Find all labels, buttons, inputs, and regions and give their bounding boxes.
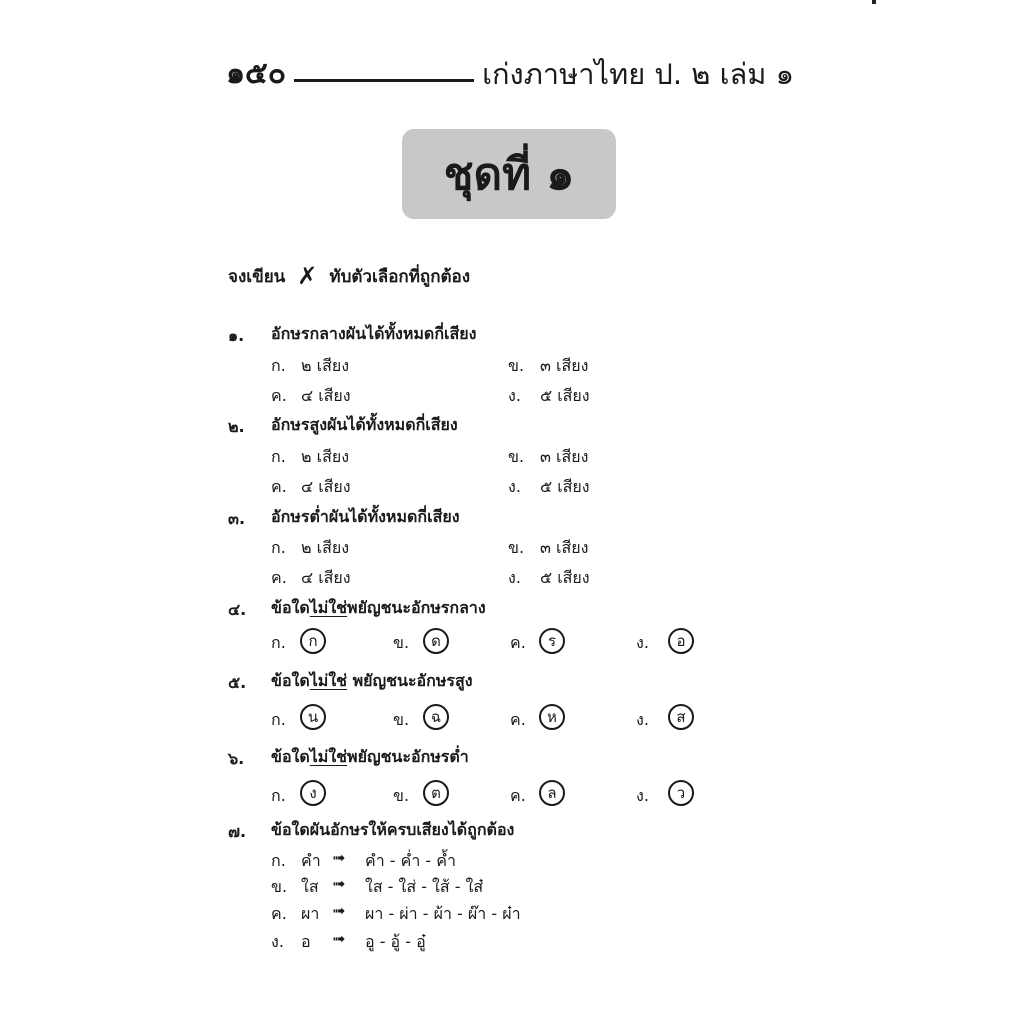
option-label: ข. [508, 447, 525, 466]
option-text[interactable]: ๓ เสียง [540, 538, 589, 557]
option-label: ก. [271, 447, 286, 466]
option-label: ง. [636, 710, 649, 729]
option-label: ง. [636, 633, 649, 652]
option-result[interactable]: อู - อู้ - อู๋ [365, 932, 426, 951]
question-number: ๓. [228, 509, 246, 528]
option-label: ค. [510, 786, 526, 805]
option-text[interactable]: ๔ เสียง [301, 568, 351, 587]
header-rule [294, 79, 474, 82]
question-number: ๖. [228, 749, 245, 768]
option-word[interactable]: ผา [301, 904, 320, 923]
option-text[interactable]: ๒ เสียง [301, 447, 350, 466]
option-label: ข. [393, 633, 410, 652]
corner-mark [872, 0, 876, 4]
option-letter-circle[interactable]: ห [539, 704, 565, 730]
option-letter-circle[interactable]: ก [300, 628, 326, 654]
question-text: ข้อใดไม่ใช่พยัญชนะอักษรกลาง [271, 598, 486, 617]
option-label: ง. [636, 786, 649, 805]
option-label: ข. [393, 786, 410, 805]
option-word[interactable]: อ [301, 932, 311, 951]
option-text[interactable]: ๓ เสียง [540, 447, 589, 466]
question-text: อักษรต่ำผันได้ทั้งหมดกี่เสียง [271, 507, 460, 526]
option-label: ค. [510, 633, 526, 652]
option-label: ก. [271, 633, 286, 652]
option-label: ง. [508, 477, 521, 496]
question-number: ๑. [228, 326, 245, 345]
instruction [228, 262, 470, 290]
option-label: ง. [508, 568, 521, 587]
option-label: ก. [271, 538, 286, 557]
question-number: ๔. [228, 600, 247, 619]
option-result[interactable]: คำ - ค่ำ - ค้ำ [365, 851, 456, 870]
option-label: ค. [271, 477, 287, 496]
page-header [226, 56, 794, 92]
option-label: ง. [508, 386, 521, 405]
underlined-not: ไม่ใช่ [309, 747, 348, 766]
question-text: อักษรสูงผันได้ทั้งหมดกี่เสียง [271, 415, 458, 434]
arrow-right-icon: ➟ [332, 929, 346, 948]
question-text: อักษรกลางผันได้ทั้งหมดกี่เสียง [271, 324, 477, 343]
arrow-right-icon: ➟ [332, 848, 346, 867]
instruction-prefix: จงเขียน [228, 266, 286, 287]
arrow-right-icon: ➟ [332, 901, 346, 920]
option-label: ข. [508, 538, 525, 557]
option-text[interactable]: ๔ เสียง [301, 477, 351, 496]
option-letter-circle[interactable]: ล [539, 780, 565, 806]
x-mark-icon: ✗ [297, 262, 318, 290]
option-label: ค. [271, 568, 287, 587]
option-letter-circle[interactable]: อ [668, 628, 694, 654]
option-text[interactable]: ๔ เสียง [301, 386, 351, 405]
arrow-right-icon: ➟ [332, 874, 346, 893]
option-text[interactable]: ๓ เสียง [540, 356, 589, 375]
option-text[interactable]: ๒ เสียง [301, 356, 350, 375]
question-text: ข้อใดผันอักษรให้ครบเสียงได้ถูกต้อง [271, 820, 515, 839]
option-letter-circle[interactable]: น [300, 704, 326, 730]
option-letter-circle[interactable]: ต [423, 780, 449, 806]
option-label: ค. [510, 710, 526, 729]
option-label: ง. [271, 932, 284, 951]
option-text[interactable]: ๕ เสียง [540, 477, 590, 496]
option-label: ก. [271, 851, 286, 870]
underlined-not: ไม่ใช่ [309, 598, 348, 617]
option-letter-circle[interactable]: ด [423, 628, 449, 654]
option-label: ค. [271, 386, 287, 405]
option-text[interactable]: ๕ เสียง [540, 386, 590, 405]
book-title: เก่งภาษาไทย ป. ๒ เล่ม ๑ [482, 57, 795, 91]
option-label: ก. [271, 710, 286, 729]
option-label: ค. [271, 904, 287, 923]
option-label: ข. [393, 710, 410, 729]
question-number: ๒. [228, 417, 245, 436]
option-letter-circle[interactable]: ง [300, 780, 326, 806]
option-text[interactable]: ๒ เสียง [301, 538, 350, 557]
option-letter-circle[interactable]: ว [668, 780, 694, 806]
option-word[interactable]: คำ [301, 851, 321, 870]
option-result[interactable]: ใส - ใส่ - ใส้ - ใส๋ [365, 877, 484, 896]
instruction-suffix: ทับตัวเลือกที่ถูกต้อง [329, 266, 471, 287]
option-word[interactable]: ใส [301, 877, 319, 896]
option-label: ข. [508, 356, 525, 375]
question-text: ข้อใดไม่ใช่พยัญชนะอักษรต่ำ [271, 747, 469, 766]
set-title-box [402, 129, 616, 219]
option-result[interactable]: ผา - ผ่า - ผ้า - ผ๊า - ผ๋า [365, 904, 521, 923]
option-label: ก. [271, 786, 286, 805]
option-letter-circle[interactable]: ฉ [423, 704, 449, 730]
option-letter-circle[interactable]: ส [668, 704, 694, 730]
option-text[interactable]: ๕ เสียง [540, 568, 590, 587]
page-number: ๑๕๐ [226, 56, 287, 91]
option-label: ก. [271, 356, 286, 375]
question-number: ๗. [228, 822, 247, 841]
question-text: ข้อใดไม่ใช่ พยัญชนะอักษรสูง [271, 671, 473, 690]
question-number: ๕. [228, 673, 247, 692]
set-title: ชุดที่ ๑ [443, 149, 575, 200]
option-label: ข. [271, 877, 288, 896]
option-letter-circle[interactable]: ร [539, 628, 565, 654]
underlined-not: ไม่ใช่ [309, 671, 348, 690]
